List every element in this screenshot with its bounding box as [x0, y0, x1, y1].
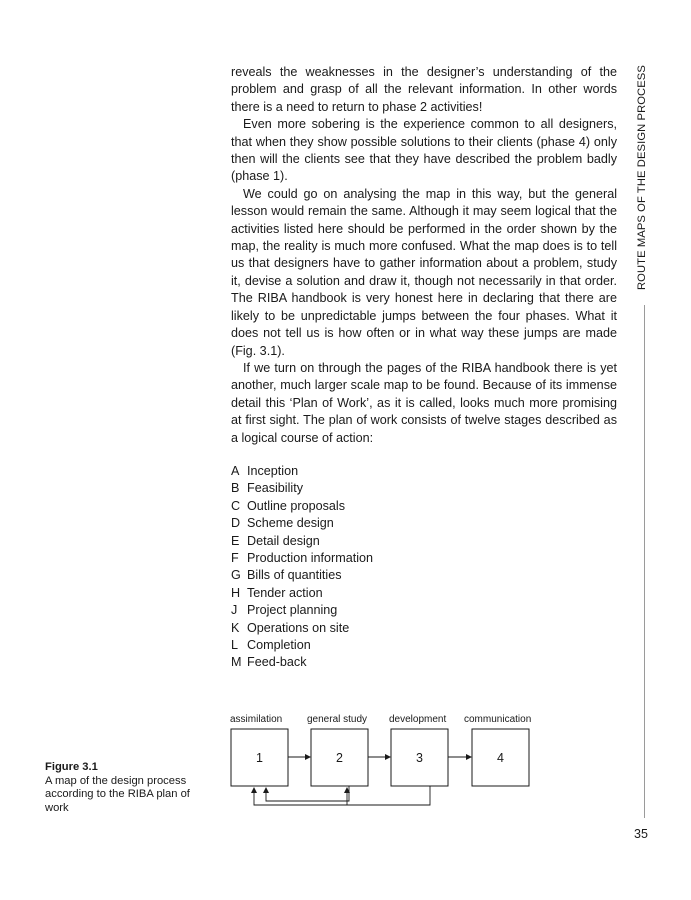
- stage-name: Operations on site: [247, 620, 350, 635]
- plan-of-work-stage-list: [231, 463, 531, 672]
- stage-item: [231, 550, 531, 567]
- running-head: ROUTE MAPS OF THE DESIGN PROCESS: [636, 65, 648, 290]
- page-number: 35: [634, 827, 648, 841]
- stage-name: Production information: [247, 551, 374, 566]
- phase-label-communication: communication: [464, 714, 532, 725]
- stage-item: [231, 637, 531, 654]
- feedback-arrow-2-1: [266, 786, 349, 801]
- stage-letter: M: [231, 655, 242, 670]
- phase-number-3: 3: [416, 751, 423, 765]
- stage-name: Completion: [247, 638, 311, 653]
- stage-item: [231, 515, 531, 532]
- stage-item: [231, 620, 531, 637]
- paragraph-4: If we turn on through the pages of the RIBA handbook there is yet another, much larger scale map to be found. Because of its immense detail this ‘Plan of Work’, as it is called, looks much more promising at first sight. The plan of work consists of twelve stages described as a logical course of action:: [231, 360, 617, 445]
- stage-letter: K: [231, 620, 240, 635]
- phase-label-development: development: [389, 714, 447, 725]
- design-process-diagram: [225, 705, 555, 815]
- figure-caption-title: Figure 3.1: [45, 761, 98, 773]
- stage-name: Feed-back: [247, 655, 307, 670]
- phase-number-2: 2: [336, 751, 343, 765]
- stage-letter: J: [231, 603, 238, 618]
- stage-item: [231, 480, 531, 497]
- phase-number-1: 1: [256, 751, 263, 765]
- stage-name: Inception: [247, 464, 299, 478]
- stage-name: Feasibility: [247, 481, 303, 496]
- stage-item: [231, 533, 531, 550]
- figure-caption-text: A map of the design process according to the RIBA plan of work: [45, 774, 190, 814]
- figure-caption: [45, 761, 215, 815]
- stage-letter: A: [231, 464, 240, 478]
- stage-item: [231, 463, 531, 480]
- paragraph-1: reveals the weaknesses in the designer’s understanding of the problem and grasp of all the relevant information. In other words there is a need to return to phase 2 activities!: [231, 65, 617, 114]
- paragraph-3: We could go on analysing the map in this way, but the general lesson would remain the same. Although it may seem logical that the activities listed here should be performed in the order shown by the map, the reality is much more confused. What the map does is to tell us that designers have to gather information about a problem, study it, devise a solution and draw it, though not necessarily in that order. The RIBA handbook is very honest here in declaring that there are likely to be unpredictable jumps between the four phases. What it does not tell us is how often or in what way these jumps are made (Fig. 3.1).: [231, 186, 617, 358]
- stage-item: [231, 585, 531, 602]
- margin-rule: [644, 305, 645, 818]
- stage-letter: C: [231, 498, 241, 513]
- phase-label-assimilation: assimilation: [230, 714, 283, 725]
- stage-item: [231, 654, 531, 671]
- stage-letter: G: [231, 568, 241, 583]
- stage-item: [231, 498, 531, 515]
- feedback-arrow-3-2: [347, 786, 430, 805]
- stage-name: Bills of quantities: [247, 568, 342, 583]
- stage-item: [231, 602, 531, 619]
- stage-item: [231, 567, 531, 584]
- body-text: [231, 64, 617, 447]
- stage-letter: H: [231, 585, 241, 600]
- design-process-map: [225, 705, 555, 815]
- stage-name: Project planning: [247, 603, 338, 618]
- stage-name: Scheme design: [247, 516, 334, 531]
- stage-letter: L: [231, 638, 239, 653]
- paragraph-2: Even more sobering is the experience common to all designers, that when they show possible solutions to their clients (phase 4) only then will the clients see that they have described the problem badly (phase 1).: [231, 117, 617, 184]
- stage-letter: F: [231, 551, 239, 566]
- stage-letter: B: [231, 481, 240, 496]
- feedback-arrow-3-1: [254, 788, 430, 805]
- stage-name: Tender action: [247, 585, 323, 600]
- stage-name: Outline proposals: [247, 498, 346, 513]
- phase-label-general-study: general study: [307, 714, 368, 725]
- stage-letter: E: [231, 533, 240, 548]
- stage-letter: D: [231, 516, 241, 531]
- stage-name: Detail design: [247, 533, 320, 548]
- phase-number-4: 4: [497, 751, 504, 765]
